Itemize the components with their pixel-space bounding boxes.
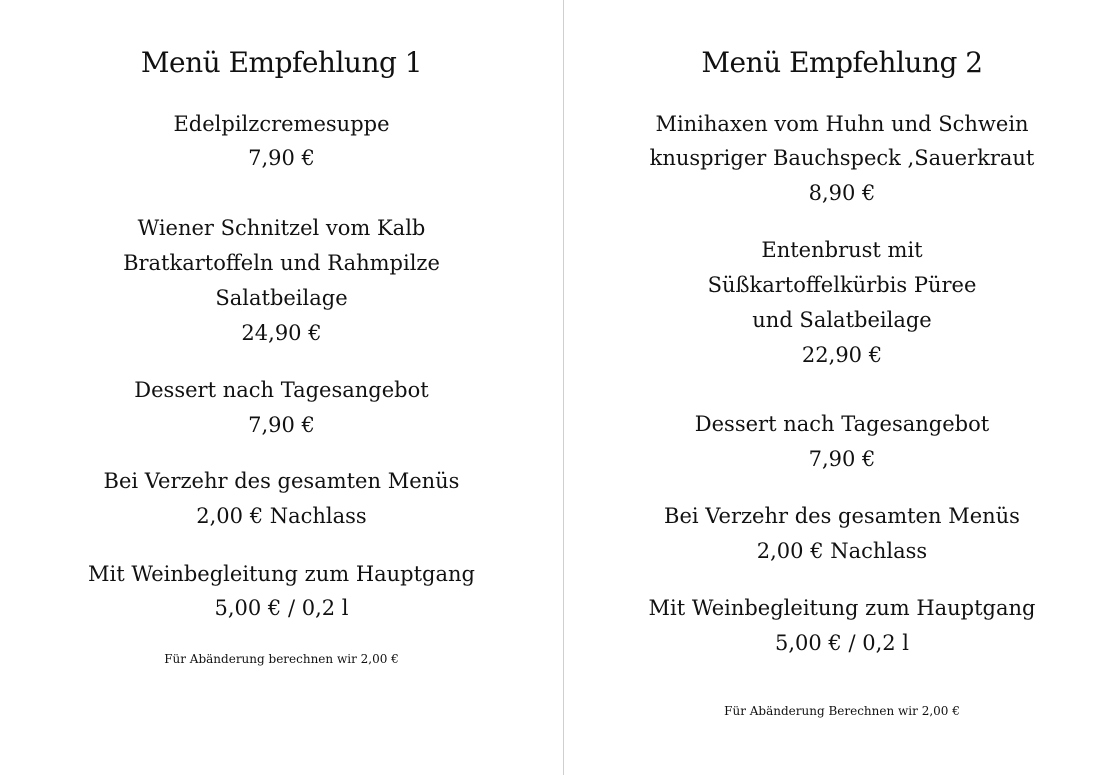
menu-2-wine-price: 5,00 € / 0,2 l [774, 631, 909, 655]
menu-2-main-price: 22,90 € [801, 343, 883, 367]
menu-2-change-note: Für Abänderung Berechnen wir 2,00 € [724, 704, 960, 718]
menu-2-dessert-name: Dessert nach Tagesangebot [694, 412, 990, 436]
menu-2-wine-text: Mit Weinbegleitung zum Hauptgang [648, 596, 1036, 620]
menu-2-starter-line: knuspriger Bauchspeck ,Sauerkraut [649, 146, 1035, 170]
menu-2-main-line: Süßkartoffelkürbis Püree [707, 273, 977, 297]
page-divider [563, 0, 564, 775]
menu-1-wine-price: 5,00 € / 0,2 l [214, 596, 349, 620]
menu-2-main-line: Entenbrust mit [761, 238, 923, 262]
menu-1-dessert-price: 7,90 € [248, 413, 315, 437]
menu-1-change-note: Für Abänderung berechnen wir 2,00 € [164, 652, 399, 666]
menu-2-discount-amount: 2,00 € Nachlass [756, 539, 928, 563]
menu-1-main-line: Salatbeilage [215, 286, 348, 310]
menu-1-title: Menü Empfehlung 1 [140, 46, 423, 79]
menu-2-page [565, 0, 1119, 775]
menu-1-starter-price: 7,90 € [248, 146, 315, 170]
menu-2-title: Menü Empfehlung 2 [701, 46, 983, 79]
menu-1-main-line: Bratkartoffeln und Rahmpilze [123, 251, 440, 275]
menu-2-starter-price: 8,90 € [808, 181, 876, 205]
menu-2-main-line: und Salatbeilage [752, 308, 932, 332]
menu-1-discount-text: Bei Verzehr des gesamten Menüs [103, 469, 460, 493]
menu-2-discount-text: Bei Verzehr des gesamten Menüs [664, 504, 1020, 528]
menu-2-starter-line: Minihaxen vom Huhn und Schwein [655, 112, 1029, 136]
menu-1-discount-amount: 2,00 € Nachlass [196, 504, 367, 528]
menu-1-main-price: 24,90 € [241, 321, 322, 345]
menu-1-dessert-name: Dessert nach Tagesangebot [134, 378, 429, 402]
menu-2-dessert-price: 7,90 € [808, 447, 876, 471]
menu-1-wine-text: Mit Weinbegleitung zum Hauptgang [87, 562, 475, 586]
menu-1-starter-name: Edelpilzcremesuppe [173, 112, 390, 136]
menu-1-main-line: Wiener Schnitzel vom Kalb [137, 216, 426, 240]
